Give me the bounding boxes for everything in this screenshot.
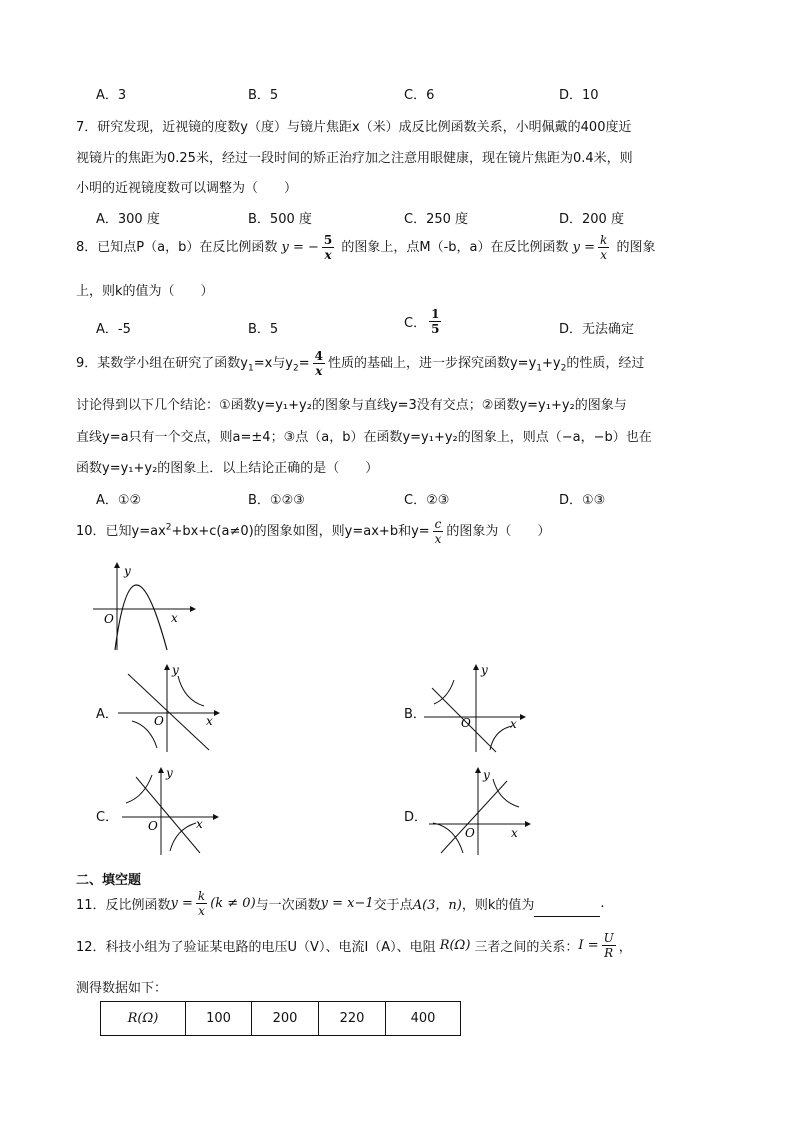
q8-text-2: 的图象上，点M（-b，a）在反比例函数: [341, 240, 569, 255]
q9-line-2: 讨论得到以下几个结论：①函数y=y₁+y₂的图象与直线y=3没有交点；②函数y=y₁+y₂的图象与: [76, 398, 627, 413]
x-axis-arrow: [525, 821, 531, 827]
line-graph: [441, 781, 507, 853]
y-axis-arrow: [164, 664, 170, 670]
q9-line-1: [76, 350, 644, 377]
y-axis-arrow: [473, 664, 479, 670]
q10-text-2: +bx+c(a≠0)的图象如图，则y=ax+b和y=: [171, 524, 430, 539]
q8-line-2: 上，则k的值为（ ）: [76, 284, 214, 299]
q7-option-d: D．200 度: [559, 212, 624, 227]
q7-line-1: 7．研究发现，近视镜的度数y（度）与镜片焦距x（米）成反比例函数关系，小明佩戴的400度近: [76, 120, 632, 135]
q8-fraction-1-num: 5: [323, 233, 333, 247]
q11-answer-blank[interactable]: [534, 904, 600, 917]
q9-sub-3: 1: [536, 363, 542, 374]
q8-option-c-label: C．: [404, 316, 427, 331]
q7-option-c: C．250 度: [404, 212, 469, 227]
q8-option-c-fraction: [429, 308, 441, 335]
y-axis-arrow: [114, 562, 120, 568]
origin-label: O: [465, 826, 475, 840]
q11-text-1: 11．反比例函数: [76, 898, 171, 913]
q12-formula-lhs: I =: [578, 938, 599, 953]
q12-line-1: [76, 932, 632, 959]
q8-option-b: B．5: [248, 322, 279, 337]
hyperbola-branch-1: [178, 676, 204, 706]
q11-end: .: [600, 896, 605, 911]
q8-fraction-2-den: x: [600, 248, 608, 262]
q12-line-2: 测得数据如下：: [76, 981, 168, 996]
axis-x-label: x: [171, 611, 178, 625]
q8-option-a: A．-5: [96, 322, 131, 337]
q8-fraction-2-num: k: [600, 233, 608, 247]
q6-option-a: A．3: [96, 88, 127, 103]
q9-option-c: C．②③: [404, 493, 450, 508]
q7-option-a: A．300 度: [96, 212, 160, 227]
q9-text-5: 的性质，经过: [566, 356, 645, 371]
q10-text-3: 的图象为（ ）: [446, 524, 551, 539]
q6-option-c: C．6: [404, 88, 435, 103]
q9-option-b: B．①②③: [248, 493, 305, 508]
table-cell: 100: [186, 1002, 252, 1036]
q8-formula-2-lhs: y =: [572, 240, 596, 255]
x-axis-arrow: [214, 710, 220, 716]
section-2-title: 二、填空题: [76, 873, 142, 888]
q11-text-3: 交于点: [373, 898, 413, 913]
q8-fraction-1: [322, 234, 334, 261]
q10-option-d-label: D．: [404, 810, 428, 825]
q12-text-1: 12．科技小组为了验证某电路的电压U（V）、电流I（A）、电阻: [76, 940, 436, 955]
q7-line-3: 小明的近视镜度数可以调整为（ ）: [76, 181, 298, 196]
x-axis-arrow: [213, 814, 219, 820]
q12-fraction-num: U: [603, 931, 614, 945]
q10-option-b-label: B．: [404, 707, 426, 722]
q10-sup: 2: [165, 522, 172, 533]
q6-option-b: B．5: [248, 88, 279, 103]
q12-resistance-symbol: R(Ω): [439, 938, 471, 953]
origin-label: O: [154, 714, 164, 728]
hyperbola-branch-2: [433, 823, 463, 853]
q11-fraction-num: k: [197, 889, 206, 903]
q9-fraction-num: 4: [314, 349, 323, 363]
hyperbola-branch-2: [490, 726, 512, 750]
q10-option-c-figure: [118, 765, 223, 857]
q9-line-3: 直线y=a只有一个交点，则a=±4；③点（a，b）在函数y=y₁+y₂的图象上，则点（−a，−b）也在: [76, 430, 652, 445]
table-cell: 200: [252, 1002, 319, 1036]
q9-text-3: =: [298, 356, 310, 371]
hyperbola-branch-2: [170, 823, 196, 851]
x-axis-arrow: [190, 606, 196, 612]
q12-fraction: [602, 932, 616, 959]
q8-option-d: D．无法确定: [559, 322, 635, 337]
q9-text-2: =x与y: [253, 356, 293, 371]
axis-x-label: x: [206, 714, 213, 728]
axis-y-label: y: [166, 766, 173, 780]
q12-fraction-den: R: [604, 946, 614, 960]
parabola-curve: [115, 585, 167, 650]
origin-label: O: [461, 716, 471, 730]
q9-fraction: [313, 350, 325, 377]
table-row: [101, 1002, 461, 1036]
q10-fraction: [433, 518, 444, 545]
q9-sub-1: 1: [247, 363, 254, 374]
axis-x-label: x: [196, 817, 203, 831]
q11-line-1: [76, 890, 605, 917]
q11-text-4: ，则k的值为: [461, 898, 535, 913]
q8-formula-1-lhs: y = −: [281, 240, 319, 255]
axis-x-label: x: [511, 826, 518, 840]
axis-y-label: y: [483, 768, 490, 782]
q8-fraction-2: [598, 234, 609, 261]
q12-data-table: [100, 1001, 461, 1036]
origin-label: O: [148, 819, 158, 833]
line-graph: [128, 674, 209, 750]
table-cell: 400: [386, 1002, 461, 1036]
q10-option-c-label: C．: [96, 810, 119, 825]
q9-line-4: 函数y=y₁+y₂的图象上．以上结论正确的是（ ）: [76, 461, 379, 476]
q7-line-2: 视镜片的焦距为0.25米，经过一段时间的矫正治疗加之注意用眼健康，现在镜片焦距为0.4米，则: [76, 151, 633, 166]
q11-formula-lhs: y =: [170, 896, 193, 911]
q8-option-c-den: 5: [431, 322, 440, 336]
q10-option-b-figure: [420, 662, 530, 754]
hyperbola-branch-1: [126, 775, 152, 803]
q11-fraction-den: x: [198, 904, 205, 918]
table-cell: 220: [319, 1002, 386, 1036]
q9-option-d: D．①③: [559, 493, 606, 508]
q10-parabola-figure: [90, 560, 200, 655]
q11-text-2: 与一次函数: [255, 898, 321, 913]
q8-text-3: 的图象: [616, 240, 656, 255]
q10-line-1: [76, 518, 550, 545]
y-axis-arrow: [475, 767, 481, 773]
q10-option-a-label: A．: [96, 707, 118, 722]
q9-text-4b: +y: [542, 356, 561, 371]
q10-option-a-figure: [114, 662, 224, 754]
axis-y-label: y: [172, 663, 179, 677]
q9-text-1: 9．某数学小组在研究了函数y: [76, 356, 248, 371]
axis-y-label: y: [124, 564, 131, 578]
q8-option-c-num: 1: [431, 307, 440, 321]
q11-fraction: [196, 890, 207, 917]
origin-label: O: [104, 612, 114, 626]
q12-text-3: ，: [618, 940, 632, 955]
hyperbola-branch-1: [493, 779, 519, 807]
q9-sub-4: 2: [560, 363, 567, 374]
axis-x-label: x: [510, 717, 517, 731]
q8-text-1: 8．已知点P（a，b）在反比例函数: [76, 240, 278, 255]
q8-option-c: [404, 308, 444, 335]
q9-option-a: A．①②: [96, 493, 142, 508]
q10-option-d-figure: [425, 765, 535, 857]
table-header-cell: R(Ω): [101, 1002, 186, 1036]
axis-y-label: y: [481, 663, 488, 677]
q9-text-4: 性质的基础上，进一步探究函数y=y: [327, 356, 537, 371]
q11-expression: y = x−1: [320, 896, 374, 911]
q9-fraction-den: x: [315, 364, 323, 378]
q8-line-1: [76, 234, 655, 261]
q10-fraction-den: x: [434, 532, 442, 546]
x-axis-arrow: [520, 714, 526, 720]
q8-fraction-1-den: x: [324, 248, 332, 262]
q7-option-b: B．500 度: [248, 212, 312, 227]
q10-text-1: 10．已知y=ax: [76, 524, 166, 539]
q9-sub-2: 2: [292, 363, 299, 374]
q11-condition: (k ≠ 0): [210, 896, 256, 911]
q10-fraction-num: c: [434, 517, 442, 531]
y-axis-arrow: [158, 767, 164, 773]
q11-point: A(3，n): [412, 898, 462, 913]
q6-option-d: D．10: [559, 88, 599, 103]
q12-text-2: 三者之间的关系：: [474, 940, 579, 955]
